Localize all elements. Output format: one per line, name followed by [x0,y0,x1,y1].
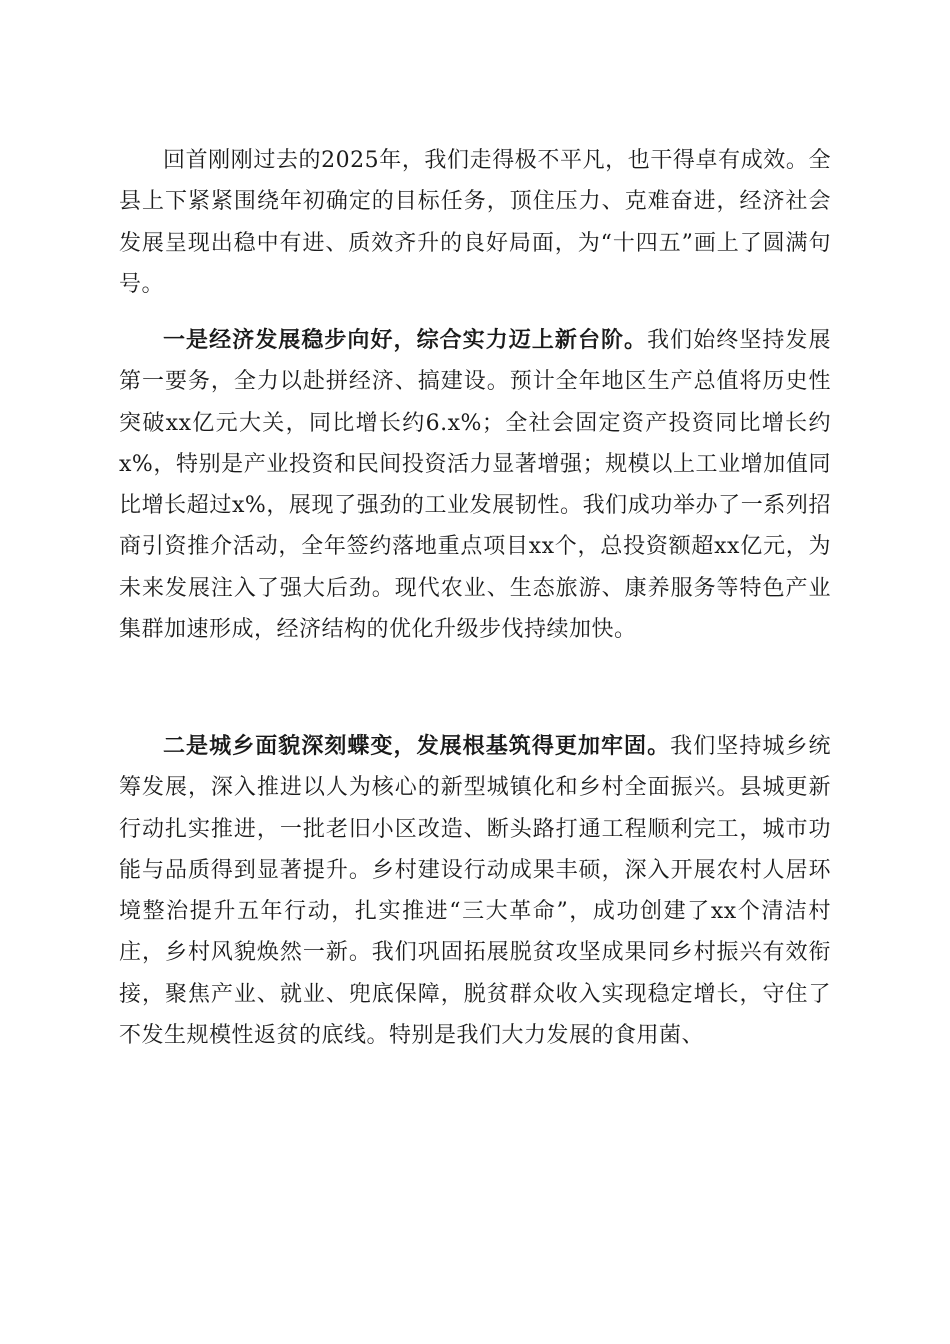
paragraph-economy [119,320,831,650]
paragraph-urban-rural [119,726,831,1056]
paragraph-intro-text: 回首刚刚过去的2025年，我们走得极不平凡，也干得卓有成效。全县上下紧紧围绕年初确定的目标任务，顶住压力、克难奋进，经济社会发展呈现出稳中有进、质效齐升的良好局面，为“十四五”画上了圆满句号。 [119,148,831,297]
paragraph-intro [119,140,831,305]
paragraph-economy-lead: 一是经济发展稳步向好，综合实力迈上新台阶。 [163,327,648,353]
paragraph-urban-rural-lead: 二是城乡面貌深刻蝶变，发展根基筑得更加牢固。 [163,733,671,759]
body-text-3 [119,726,831,1056]
body-text-2 [119,320,831,650]
body-text [119,140,831,305]
paragraph-economy-text: 我们始终坚持发展第一要务，全力以赴拼经济、搞建设。预计全年地区生产总值将历史性突破xx亿元大关，同比增长约6.x%；全社会固定资产投资同比增长约x%，特别是产业投资和民间投资活力显著增强；规模以上工业增加值同比增长超过x%，展现了强劲的工业发展韧性。我们成功举办了一系列招商引资推介活动，全年签约落地重点项目xx个，总投资额超xx亿元，为未来发展注入了强大后劲。现代农业、生态旅游、康养服务等特色产业集群加速形成，经济结构的优化升级步伐持续加快。 [119,328,831,643]
paragraph-urban-rural-text: 我们坚持城乡统筹发展，深入推进以人为核心的新型城镇化和乡村全面振兴。县城更新行动扎实推进，一批老旧小区改造、断头路打通工程顺利完工，城市功能与品质得到显著提升。乡村建设行动成果丰硕，深入开展农村人居环境整治提升五年行动，扎实推进“三大革命”，成功创建了xx个清洁村庄，乡村风貌焕然一新。我们巩固拓展脱贫攻坚成果同乡村振兴有效衔接，聚焦产业、就业、兜底保障，脱贫群众收入实现稳定增长，守住了不发生规模性返贫的底线。特别是我们大力发展的食用菌、 [119,734,831,1049]
